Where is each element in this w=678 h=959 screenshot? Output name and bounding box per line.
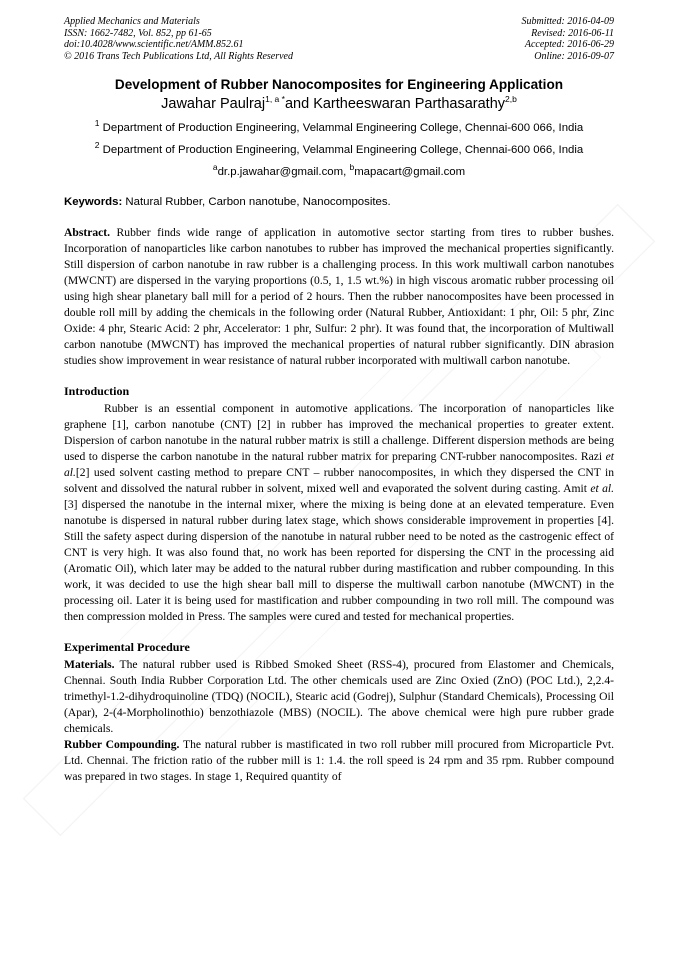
intro-text-1: Rubber is an essential component in automotive applications. The incorporation of nanoparticles like graphene [1], carbon nanotube (CNT) [2] in rubber has improved the mechanical properties to greater extent. Dispersion of carbon nanotube in the natural rubber matrix is still a challenge. Different dispersion methods are being used to disperse the carbon nanotube in the natural rubber matrix for preparing CNT-rubber nanocomposites. Razi [64,402,614,463]
compounding-paragraph [64,737,614,785]
submission-dates [522,16,615,62]
email-b[interactable]: mapacart@gmail.com [354,166,466,178]
introduction-heading: Introduction [64,384,130,398]
intro-italic-1: et al. [64,450,614,479]
affiliation-1 [64,118,614,134]
journal-name: Applied Mechanics and Materials [64,16,200,27]
author-1: Jawahar Paulraj [161,96,266,112]
keywords-label: Keywords: [64,196,123,208]
abstract [64,225,614,369]
keywords-text: Natural Rubber, Carbon nanotube, Nanocomposites. [122,196,391,208]
experimental-heading: Experimental Procedure [64,640,190,654]
paper-title: Development of Rubber Nanocomposites for Engineering Application [114,77,564,92]
journal-info [64,16,293,62]
email-b-sup: b [349,162,355,173]
materials-label: Materials. [64,658,115,671]
date-submitted: Submitted: 2016-04-09 [521,16,614,27]
author-2-sup: 2,b [505,94,517,105]
introduction-paragraph [64,401,614,625]
author-2: and Kartheeswaran Parthasarathy [284,96,506,112]
affiliation-2 [64,140,614,156]
keywords [64,196,614,208]
intro-italic-2: et al. [590,482,614,495]
compounding-text: The natural rubber is mastificated in two roll rubber mill procured from Microparticle Pvt. Ltd. Chennai. The friction ratio of the rubber mill is 1: 1.4. the roll speed is 24 rpm and 35 rpm. Rubber compound was prepared in two stages. In stage 1, Required quantity of [64,738,614,783]
materials-text: The natural rubber used is Ribbed Smoked Sheet (RSS-4), procured from Elastomer and Chemicals, Chennai. South India Rubber Corporation Ltd. The other chemicals used are Zinc Oxied (ZnO) (POC Ltd.), 2,2.4-trimethyl-1.2-dihydroquinoline (TDQ) (NOCIL), Stearic acid (Godrej), Sulphur (Standard Chemicals), Processing Oil (Apar), 2-(4-Morpholinothio) benzothiazole (MBS) (NOCIL). The above chemical were high pure rubber grade chemicals. [64,658,614,735]
email-a[interactable]: dr.p.jawahar@gmail.com, [217,166,350,178]
affiliation-1-sup: 1 [94,118,100,129]
intro-text-2: [2] used solvent casting method to prepare CNT – rubber nanocomposites, in which they dispersed the CNT in solvent and dissolved the natural rubber in solvent, mixed well and evaporated the solvent during casting. Amit [64,466,614,495]
affiliation-1-text: Department of Production Engineering, Velammal Engineering College, Chennai-600 066, India [102,122,584,134]
journal-copyright: © 2016 Trans Tech Publications Ltd, All Rights Reserved [64,50,293,62]
affiliation-2-text: Department of Production Engineering, Velammal Engineering College, Chennai-600 066, India [102,144,584,156]
email-a-sup: a [212,162,218,173]
journal-doi: doi:10.4028/www.scientific.net/AMM.852.61 [64,39,244,50]
date-online: Online: 2016-09-07 [534,50,614,62]
affiliation-2-sup: 2 [94,140,100,151]
author-1-sup: 1, a * [265,94,285,105]
materials-paragraph [64,657,614,737]
author-emails [64,162,614,178]
author-line [64,96,614,112]
compounding-label: Rubber Compounding. [64,738,180,751]
date-accepted: Accepted: 2016-06-29 [524,39,614,50]
journal-header [64,16,614,62]
date-revised: Revised: 2016-06-11 [531,27,614,39]
abstract-label: Abstract. [64,226,111,239]
intro-text-3: [3] dispersed the nanotube in the internal mixer, where the mixing is being done at an elevated temperature. Even nanotube is dispersed in natural rubber during latex stage, which shows considerable improvement in properties [4]. Still the safety aspect during dispersion of the nanotube in natural rubber need to be noted as the castrogenic effect of CNT is very high. It was also found that, no work has been reported for dispersing the CNT in the processing aid (Aromatic Oil), which later may be added to the natural rubber during mastification and rubber compounding. In this work, it was decided to use the high shear ball mill to disperse the multiwall carbon nanotube (MWCNT) in the processing oil. Later it is being used for mastification and rubber compounding in two roll mill. The compound was then compression molded in Press. The samples were cured and tested for mechanical properties. [64,498,614,623]
journal-issn: ISSN: 1662-7482, Vol. 852, pp 61-65 [64,27,212,39]
abstract-text: Rubber finds wide range of application in automotive sector starting from tires to rubber bushes. Incorporation of nanoparticles like carbon nanotubes to rubber has improved the mechanical properties significantly. Still dispersion of carbon nanotube in raw rubber is a challenging process. In this work multiwall carbon nanotubes (MWCNT) are dispersed in the varying proportions (0.5, 1, 1.5 wt.%) in high viscous aromatic rubber processing oil using high shear planetary ball mill for a period of 2 hours. Then the rubber nanocomposites have been processed in double roll mill by adding the chemicals in the following order (Natural Rubber, Antioxidant: 1 phr, Oil: 5 phr, Zinc Oxide: 4 phr, Stearic Acid: 2 phr, Accelerator: 1 phr, Sulfur: 2 phr). It was found that, the incorporation of Multiwall carbon nanotube (MWCNT) has improved the mechanical properties of natural rubber significantly. DIN abrasion studies show improvement in wear resistance of natural rubber incorporated with multiwall carbon nanotube. [64,226,614,367]
